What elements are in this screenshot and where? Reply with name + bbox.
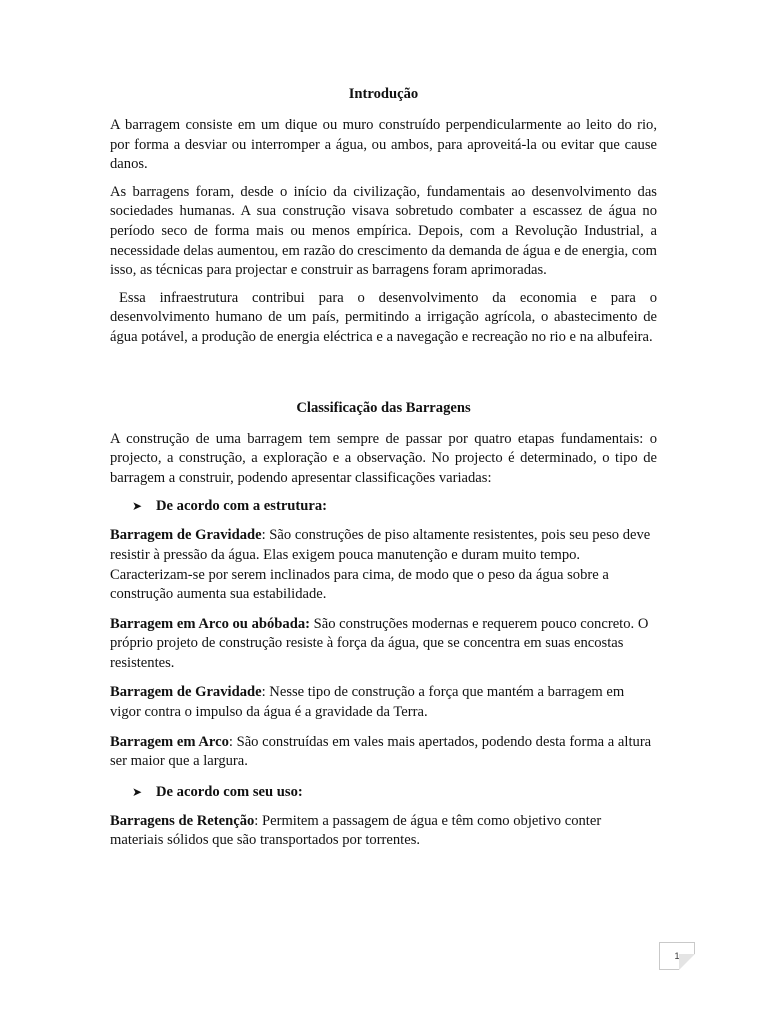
definition-text: : Nesse tipo de construção a força que mantém a barragem em vigor contra o impulso da água é a gravidade da Terra. [110,684,625,721]
definition-text: São construções modernas e requerem pouco concreto. O próprio projeto de construção resiste à força da água, que se concentra em suas encostas resistentes. [110,615,649,671]
definition-text: : São construções de piso altamente resistentes, pois seu peso deve resistir à pressão da água. Elas exigem pouca manutenção e duram muito tempo. Caracterizam-se por serem inclinados para cima, de modo que o peso da água sobre a construção aumenta sua estabilidade. [110,527,651,603]
definition-item [110,733,657,772]
definition-term: Barragem de Gravidade [110,684,262,701]
document-page [110,84,657,861]
bullet-usage-label: De acordo com seu uso: [156,783,303,800]
definition-item [110,615,657,674]
bullet-usage [132,782,657,802]
page-curl-icon [679,954,695,970]
definition-term: Barragem de Gravidade [110,527,262,544]
page-number-badge [659,942,695,970]
bullet-structure-label: De acordo com a estrutura: [156,498,328,515]
definition-item [110,526,657,604]
definition-term: Barragens de Retenção [110,812,255,829]
definition-term: Barragem em Arco ou abóbada: [110,615,310,632]
definition-text: : Permitem a passagem de água e têm como objetivo conter materiais sólidos que são transportados por torrentes. [110,812,602,849]
definition-item [110,812,657,851]
intro-heading: Introdução [348,86,419,102]
definition-term: Barragem em Arco [110,733,229,750]
intro-paragraph-2: As barragens foram, desde o início da civilização, fundamentais ao desenvolvimento das sociedades humanas. A sua construção visava sobretudo combater a escassez de água no período seco de forma mais ou menos empírica. Depois, com a Revolução Industrial, a necessidade delas aumentou, em razão do crescimento da demanda de água e de energia, com isso, as técnicas para projectar e construir as barragens foram aprimoradas. [110,183,657,279]
intro-paragraph-1: A barragem consiste em um dique ou muro construído perpendicularmente ao leito do rio, por forma a desviar ou interromper a água, ou ambos, para aproveitá-la ou evitar que cause danos. [110,117,657,173]
bullet-structure [132,496,657,516]
classification-intro-paragraph: A construção de uma barragem tem sempre de passar por quatro etapas fundamentais: o projecto, a construção, a exploração e a observação. No projecto é determinado, o tipo de barragem a construir, podendo apresentar classificações variadas: [110,430,657,486]
arrowhead-bullet-icon: ➤ [132,784,143,799]
page-number: 1 [674,951,680,961]
arrowhead-bullet-icon: ➤ [132,499,143,514]
definition-item [110,683,657,722]
definition-text: : São construídas em vales mais apertados, podendo desta forma a altura ser maior que a largura. [110,733,652,770]
classification-heading: Classificação das Barragens [296,399,471,416]
intro-paragraph-3: Essa infraestrutura contribui para o desenvolvimento da economia e para o desenvolvimento humano de um país, permitindo a irrigação agrícola, o abastecimento de água potável, a produção de energia eléctrica e a navegação e recreação no rio e na albufeira. [110,289,657,345]
